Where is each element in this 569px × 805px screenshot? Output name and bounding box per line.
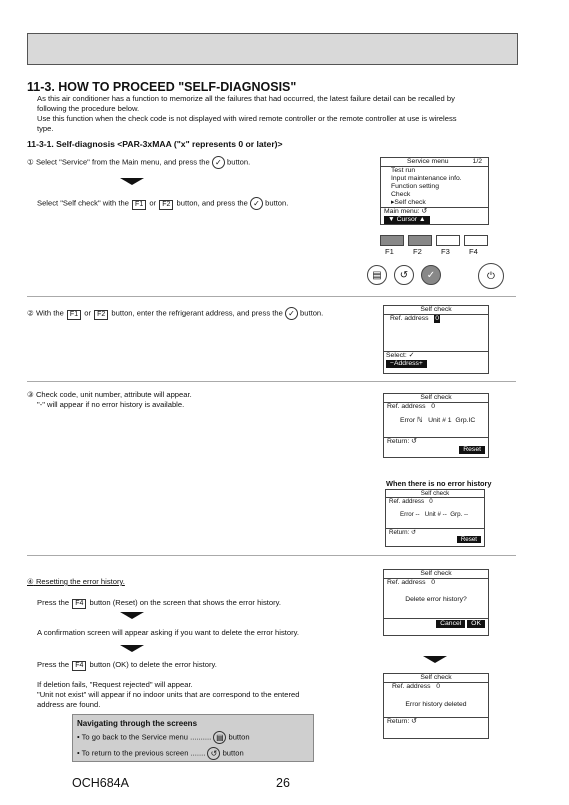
header-bar: [27, 33, 518, 65]
step2-text: ② With the F1 or F2 button, enter the refrigerant address, and press the ✓ button.: [27, 308, 324, 318]
check-icon: ✓: [250, 197, 263, 210]
ok-softkey: OK: [467, 620, 485, 628]
step4-title: ④ Resetting the error history.: [27, 577, 125, 586]
step1b-text: Select "Self check" with the F1 or F2 button, and press the ✓ button.: [37, 198, 289, 208]
return-icon: ↺: [207, 747, 220, 760]
f4-label: F4: [469, 247, 478, 256]
nav-title: Navigating through the screens: [77, 719, 198, 728]
step4d-line: If deletion fails, "Request rejected" will appear.: [37, 680, 193, 689]
step4b-text: A confirmation screen will appear asking if you want to delete the error history.: [37, 628, 299, 637]
divider: [27, 555, 516, 556]
step4d-line: "Unit not exist" will appear if no indoor units that are correspond to the entered: [37, 690, 300, 699]
f4-button[interactable]: [464, 235, 488, 246]
f1-button[interactable]: [380, 235, 404, 246]
intro-line: type.: [37, 124, 54, 133]
step3-text: ③ Check code, unit number, attribute will appear.: [27, 390, 192, 399]
no-history-title: When there is no error history: [386, 479, 492, 488]
step4c-text: Press the F4 button (OK) to delete the error history.: [37, 660, 217, 669]
error-history-screen: Self check Ref. address 0 Error ℕ Unit # 1 Grp.IC Return: ↺ Reset: [383, 393, 489, 458]
delete-confirm-screen: Self check Ref. address 0 Delete error history? Cancel OK: [383, 569, 489, 636]
divider: [27, 296, 516, 297]
select-button[interactable]: ✓: [421, 265, 441, 285]
intro-line: following the procedure below.: [37, 104, 140, 113]
step3-note: "-" will appear if no error history is available.: [37, 400, 185, 409]
doc-code: OCH684A: [72, 776, 129, 790]
power-button[interactable]: ⏻: [478, 263, 504, 289]
f1-label: F1: [385, 247, 394, 256]
menu-icon: ▤: [213, 731, 226, 744]
service-menu-screen: Service menu 1/2 Test run Input maintenance info. Function setting Check ▸Self check Main menu: ↺ ▼ Cursor ▲: [380, 157, 489, 225]
check-icon: ✓: [212, 156, 225, 169]
f3-button[interactable]: [436, 235, 460, 246]
arrow-down-icon: [120, 645, 144, 652]
f3-label: F3: [441, 247, 450, 256]
arrow-down-icon: [423, 656, 447, 663]
no-history-screen: Self check Ref. address 0 Error -- Unit # -- Grp. -- Return: ↺ Reset: [385, 489, 485, 547]
menu-button[interactable]: ▤: [367, 265, 387, 285]
return-button[interactable]: ↺: [394, 265, 414, 285]
f2-button[interactable]: [408, 235, 432, 246]
step4a-text: Press the F4 button (Reset) on the screen that shows the error history.: [37, 598, 281, 607]
check-icon: ✓: [285, 307, 298, 320]
section-title: 11-3. HOW TO PROCEED "SELF-DIAGNOSIS": [27, 80, 297, 94]
subsection-title: 11-3-1. Self-diagnosis <PAR-3xMAA ("x" represents 0 or later)>: [27, 139, 283, 149]
step4d-line: address are found.: [37, 700, 101, 709]
cancel-softkey: Cancel: [436, 620, 465, 628]
intro-line: As this air conditioner has a function to memorize all the failures that had occurred, the latest failure detail can be recalled by: [37, 94, 455, 103]
page-number: 26: [276, 776, 290, 790]
navigation-box: Navigating through the screens • To go back to the Service menu .......... ▤ button • To return to the previous screen ....... ↺ button: [72, 714, 314, 762]
divider: [27, 381, 516, 382]
arrow-down-icon: [120, 612, 144, 619]
f2-label: F2: [413, 247, 422, 256]
intro-line: Use this function when the check code is not displayed with wired remote controller or the remote controller at use is wireless: [37, 114, 457, 123]
arrow-down-icon: [120, 178, 144, 185]
delete-done-screen: Self check Ref. address 0 Error history deleted Return: ↺: [383, 673, 489, 739]
step1-text: ① Select "Service" from the Main menu, and press the ✓ button.: [27, 157, 251, 167]
self-check-screen: Self check Ref. address 0 Select: ✓ −Address+: [383, 305, 489, 374]
